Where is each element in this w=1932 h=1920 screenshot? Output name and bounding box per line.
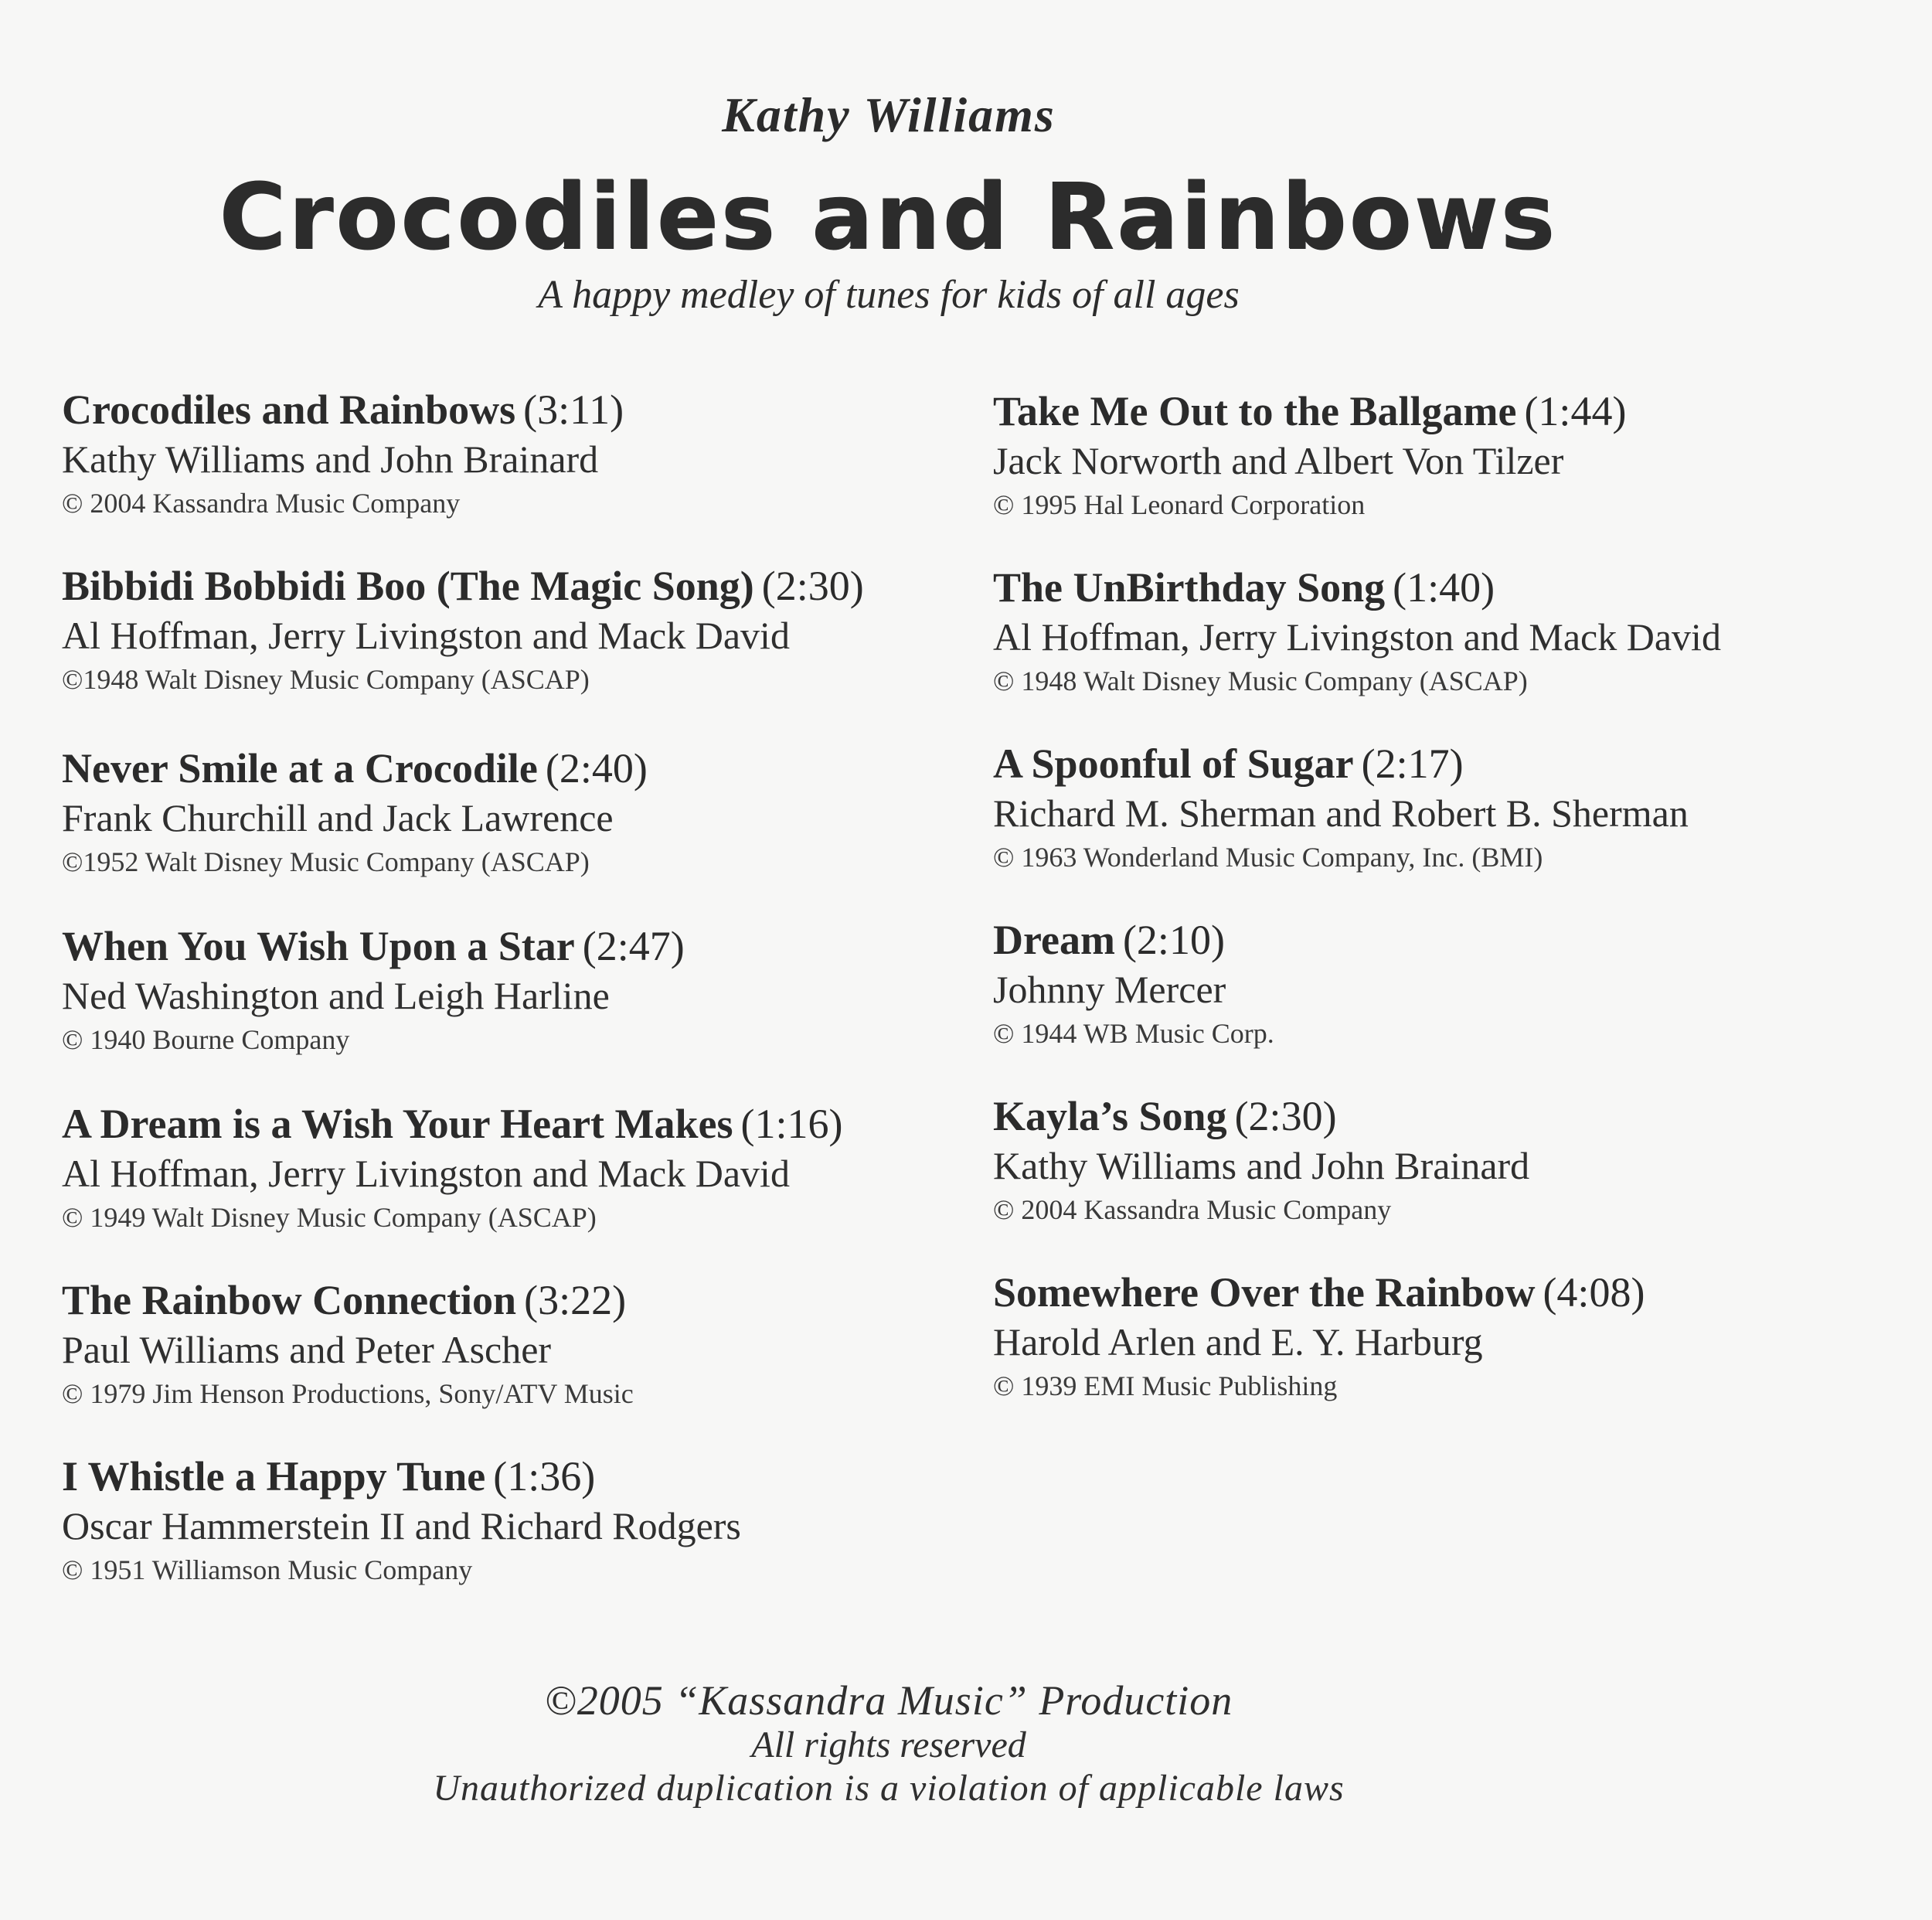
track-title: The Rainbow Connection	[62, 1277, 517, 1323]
track-copyright: © 1995 Hal Leonard Corporation	[993, 489, 1366, 520]
track-duration: (1:36)	[493, 1453, 596, 1500]
track-duration: (1:44)	[1524, 388, 1627, 434]
track-title: Kayla’s Song	[993, 1093, 1227, 1139]
track-writers: Jack Norworth and Albert Von Tilzer	[993, 439, 1564, 482]
track-item	[993, 915, 1905, 1053]
footer-notice	[0, 1677, 1777, 1810]
track-writers: Paul Williams and Peter Ascher	[62, 1328, 552, 1371]
track-duration: (2:40)	[545, 745, 648, 791]
track-copyright: © 1939 EMI Music Publishing	[993, 1370, 1338, 1401]
track-writers: Al Hoffman, Jerry Livingston and Mack David	[62, 1152, 790, 1195]
track-copyright: © 1951 Williamson Music Company	[62, 1554, 473, 1585]
track-title: Bibbidi Bobbidi Boo (The Magic Song)	[62, 563, 754, 609]
track-copyright: © 1940 Bourne Company	[62, 1024, 350, 1055]
track-item	[993, 739, 1905, 877]
artist-name: Kathy Williams	[722, 87, 1056, 142]
track-duration: (2:17)	[1361, 740, 1464, 787]
track-copyright: © 1949 Walt Disney Music Company (ASCAP)	[62, 1202, 597, 1233]
track-writers: Richard M. Sherman and Robert B. Sherman	[993, 791, 1689, 835]
track-heading	[993, 739, 1905, 788]
track-heading	[62, 1452, 974, 1501]
track-title: Somewhere Over the Rainbow	[993, 1269, 1536, 1316]
track-duration: (3:22)	[524, 1277, 627, 1323]
track-copyright: © 2004 Kassandra Music Company	[993, 1194, 1392, 1225]
track-writers: Oscar Hammerstein II and Richard Rodgers	[62, 1504, 741, 1547]
track-title: Never Smile at a Crocodile	[62, 745, 538, 791]
album-tagline: A happy medley of tunes for kids of all ages	[538, 273, 1240, 317]
track-heading	[62, 1275, 974, 1325]
track-heading	[993, 1268, 1905, 1317]
track-heading	[62, 921, 974, 971]
track-title: A Spoonful of Sugar	[993, 740, 1354, 787]
track-item	[993, 386, 1905, 524]
track-heading	[993, 563, 1905, 612]
track-heading	[993, 386, 1905, 436]
track-copyright: © 2004 Kassandra Music Company	[62, 488, 461, 519]
track-title: Crocodiles and Rainbows	[62, 386, 516, 433]
track-title: When You Wish Upon a Star	[62, 923, 575, 969]
track-title: Take Me Out to the Ballgame	[993, 388, 1517, 434]
rights-reserved: All rights reserved	[751, 1724, 1026, 1765]
track-duration: (2:10)	[1122, 917, 1225, 963]
track-copyright: ©1952 Walt Disney Music Company (ASCAP)	[62, 846, 590, 877]
track-copyright: © 1979 Jim Henson Productions, Sony/ATV Music	[62, 1378, 634, 1409]
track-title: The UnBirthday Song	[993, 564, 1386, 611]
track-duration: (3:11)	[523, 386, 624, 433]
track-writers: Johnny Mercer	[993, 968, 1226, 1011]
track-item	[62, 744, 974, 881]
track-item	[62, 561, 974, 699]
track-heading	[993, 1091, 1905, 1141]
track-duration: (1:16)	[740, 1101, 843, 1147]
track-title: Dream	[993, 917, 1115, 963]
track-copyright: © 1944 WB Music Corp.	[993, 1018, 1274, 1049]
track-title: I Whistle a Happy Tune	[62, 1453, 486, 1500]
album-title: Crocodiles and Rainbows	[219, 164, 1558, 271]
track-item	[62, 1099, 974, 1237]
track-heading	[62, 744, 974, 793]
track-copyright: ©1948 Walt Disney Music Company (ASCAP)	[62, 664, 590, 695]
track-duration: (4:08)	[1543, 1269, 1645, 1316]
track-writers: Al Hoffman, Jerry Livingston and Mack David	[993, 615, 1721, 659]
track-heading	[993, 915, 1905, 965]
track-item	[993, 563, 1905, 700]
track-duration: (1:40)	[1393, 564, 1495, 611]
track-writers: Al Hoffman, Jerry Livingston and Mack David	[62, 614, 790, 657]
track-item	[993, 1091, 1905, 1229]
track-heading	[62, 561, 974, 611]
track-item	[62, 1452, 974, 1589]
track-copyright: © 1963 Wonderland Music Company, Inc. (BMI)	[993, 842, 1543, 873]
track-copyright: © 1948 Walt Disney Music Company (ASCAP)	[993, 666, 1528, 696]
track-item	[62, 385, 974, 523]
track-writers: Ned Washington and Leigh Harline	[62, 974, 610, 1017]
track-duration: (2:30)	[1234, 1093, 1337, 1139]
track-item	[993, 1268, 1905, 1405]
duplication-warning: Unauthorized duplication is a violation of applicable laws	[433, 1768, 1345, 1809]
production-credit: ©2005 “Kassandra Music” Production	[544, 1677, 1233, 1724]
track-title: A Dream is a Wish Your Heart Makes	[62, 1101, 733, 1147]
track-writers: Kathy Williams and John Brainard	[62, 437, 599, 481]
track-writers: Kathy Williams and John Brainard	[993, 1144, 1530, 1187]
track-item	[62, 921, 974, 1059]
track-writers: Harold Arlen and E. Y. Harburg	[993, 1320, 1483, 1363]
track-writers: Frank Churchill and Jack Lawrence	[62, 796, 614, 839]
track-duration: (2:47)	[582, 923, 685, 969]
track-item	[62, 1275, 974, 1413]
track-heading	[62, 385, 974, 434]
track-duration: (2:30)	[761, 563, 864, 609]
track-heading	[62, 1099, 974, 1149]
